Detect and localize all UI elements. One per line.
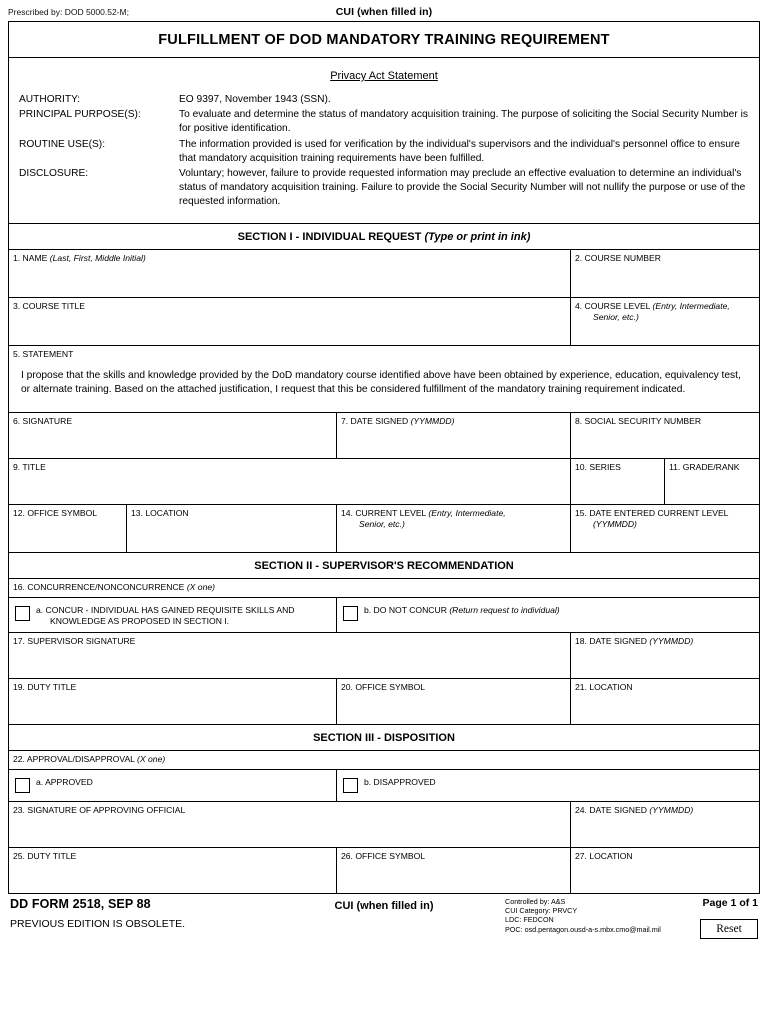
field-6-signature[interactable] [9, 413, 337, 458]
prescribed-by-text: Prescribed by: DOD 5000.52-M; [8, 7, 129, 17]
privacy-label-principal-purpose: PRINCIPAL PURPOSE(S): [19, 109, 141, 121]
field-8-ssn[interactable] [571, 413, 758, 458]
field-11-grade-rank[interactable] [665, 459, 758, 504]
field-26-office-symbol[interactable] [337, 848, 571, 893]
field-15-caption: 15. DATE ENTERED CURRENT LEVEL (YYMMDD) [575, 507, 729, 529]
field-16b-label: b. DO NOT CONCUR (Return request to individual) [364, 604, 560, 615]
row-course-title-level [9, 298, 759, 346]
field-14-current-level[interactable] [337, 505, 571, 552]
privacy-row-routine-use [19, 138, 749, 166]
row-concurrence-checkboxes [9, 598, 759, 633]
privacy-text-routine-use: The information provided is used for verification by the individual's supervisors and the individual's personnel office to ensure that mandatory acquisition training requirements have been fulfilled. [179, 138, 740, 164]
section-2-heading-text: SECTION II - SUPERVISOR'S RECOMMENDATION [254, 559, 514, 572]
field-21-location[interactable] [571, 679, 758, 724]
field-20-caption: 20. OFFICE SYMBOL [341, 681, 426, 692]
section-1-heading-italic: (Type or print in ink) [424, 230, 531, 243]
cui-header-banner: CUI (when filled in) [335, 6, 433, 18]
field-8-caption: 8. SOCIAL SECURITY NUMBER [575, 415, 702, 426]
top-banner [8, 0, 760, 21]
privacy-row-authority [19, 93, 749, 107]
field-13-location[interactable] [127, 505, 337, 552]
field-15-date-entered-current-level[interactable] [571, 505, 758, 552]
field-1-caption: 1. NAME (Last, First, Middle Initial) [13, 252, 146, 263]
field-25-caption: 25. DUTY TITLE [13, 850, 77, 861]
field-22b-disapproved-option[interactable] [337, 770, 758, 801]
form-footer [8, 897, 760, 953]
field-22-caption: 22. APPROVAL/DISAPPROVAL (X one) [13, 753, 166, 764]
field-12-office-symbol[interactable] [9, 505, 127, 552]
field-2-caption: 2. COURSE NUMBER [575, 252, 661, 263]
field-27-location[interactable] [571, 848, 758, 893]
checkbox-disapproved[interactable] [343, 778, 358, 793]
row-supervisor-signature-date [9, 633, 759, 679]
field-16a-concur-option[interactable] [9, 598, 337, 632]
field-16b-do-not-concur-option[interactable] [337, 598, 758, 632]
field-16a-label: a. CONCUR - INDIVIDUAL HAS GAINED REQUISITE SKILLS AND KNOWLEDGE AS PROPOSED IN SECTION I. [36, 604, 295, 627]
footer-page-number: Page 1 of 1 [702, 896, 758, 909]
row-approving-signature-date [9, 802, 759, 848]
row-duty-office-location-sec2 [9, 679, 759, 725]
field-1-name[interactable] [9, 250, 571, 297]
field-4-course-level[interactable] [571, 298, 758, 345]
field-26-caption: 26. OFFICE SYMBOL [341, 850, 426, 861]
field-9-caption: 9. TITLE [13, 461, 46, 472]
field-10-caption: 10. SERIES [575, 461, 621, 472]
field-13-caption: 13. LOCATION [131, 507, 189, 518]
field-3-course-title[interactable] [9, 298, 571, 345]
privacy-text-principal-purpose: To evaluate and determine the status of mandatory acquisition training. The purpose of soliciting the Social Security Number is for positive identification. [179, 109, 748, 135]
row-concurrence-caption [9, 579, 759, 598]
footer-form-id: DD FORM 2518, SEP 88 [10, 896, 151, 911]
checkbox-concur[interactable] [15, 606, 30, 621]
field-21-caption: 21. LOCATION [575, 681, 633, 692]
privacy-act-statement [9, 58, 759, 224]
privacy-act-title: Privacy Act Statement [330, 70, 438, 82]
section-3-heading [9, 725, 759, 751]
field-20-office-symbol[interactable] [337, 679, 571, 724]
field-7-caption: 7. DATE SIGNED (YYMMDD) [341, 415, 455, 426]
field-22a-approved-option[interactable] [9, 770, 337, 801]
field-7-date-signed[interactable] [337, 413, 571, 458]
row-name-course-number [9, 250, 759, 298]
field-19-duty-title[interactable] [9, 679, 337, 724]
cui-category-line: CUI Category: PRVCY [505, 906, 578, 916]
row-office-location-level-date [9, 505, 759, 553]
row-approval-caption [9, 751, 759, 770]
field-22b-label: b. DISAPPROVED [364, 776, 436, 787]
field-9-title[interactable] [9, 459, 571, 504]
checkbox-approved[interactable] [15, 778, 30, 793]
privacy-text-disclosure: Voluntary; however, failure to provide requested information may preclude an effective evaluation to determine an individual's status of mandatory acquisition training. Failure to provide the Social Security Number will not nullify the purpose or use of the requested information. [179, 168, 746, 208]
privacy-row-disclosure [19, 167, 749, 210]
reset-button[interactable]: Reset [700, 919, 758, 939]
footer-previous-edition: PREVIOUS EDITION IS OBSOLETE. [10, 917, 186, 930]
row-approval-checkboxes [9, 770, 759, 802]
field-18-caption: 18. DATE SIGNED (YYMMDD) [575, 635, 694, 646]
ldc-line: LDC: FEDCON [505, 915, 554, 925]
field-23-signature-approving-official[interactable] [9, 802, 571, 847]
field-17-caption: 17. SUPERVISOR SIGNATURE [13, 635, 136, 646]
privacy-label-routine-use: ROUTINE USE(S): [19, 138, 106, 150]
section-3-heading-text: SECTION III - DISPOSITION [313, 731, 455, 744]
privacy-text-authority: EO 9397, November 1943 (SSN). [179, 94, 331, 105]
section-2-heading [9, 553, 759, 579]
controlled-by-line: Controlled by: A&S [505, 896, 566, 906]
field-5-statement[interactable] [9, 346, 758, 412]
row-duty-office-location-sec3 [9, 848, 759, 893]
row-statement [9, 346, 759, 413]
field-5-statement-body: I propose that the skills and knowledge provided by the DoD mandatory course identified above have been obtained by experience, education, equivalency test, or alternate training. Based on the attached justification, I request that this be considered fulfillment of the mandatory training requirement indicated. [21, 369, 741, 396]
field-17-supervisor-signature[interactable] [9, 633, 571, 678]
cui-control-block [505, 897, 661, 935]
field-23-caption: 23. SIGNATURE OF APPROVING OFFICIAL [13, 804, 186, 815]
field-3-caption: 3. COURSE TITLE [13, 300, 85, 311]
field-27-caption: 27. LOCATION [575, 850, 633, 861]
field-14-caption: 14. CURRENT LEVEL (Entry, Intermediate, Senior, etc.) [341, 507, 506, 529]
field-22a-label: a. APPROVED [36, 776, 93, 787]
privacy-row-principal-purpose [19, 108, 749, 136]
privacy-label-authority: AUTHORITY: [19, 94, 81, 105]
field-24-date-signed[interactable] [571, 802, 758, 847]
poc-line: POC: osd.pentagon.ousd-a-s.mbx.cmo@mail.mil [505, 924, 661, 934]
field-5-caption: 5. STATEMENT [13, 348, 74, 359]
field-22-approval-label [9, 751, 758, 769]
field-18-date-signed[interactable] [571, 633, 758, 678]
field-16-caption: 16. CONCURRENCE/NONCONCURRENCE (X one) [13, 581, 215, 592]
section-1-heading-text: SECTION I - INDIVIDUAL REQUEST [237, 230, 422, 243]
row-signature-date-ssn [9, 413, 759, 459]
form-body [8, 21, 760, 894]
field-24-caption: 24. DATE SIGNED (YYMMDD) [575, 804, 694, 815]
field-25-duty-title[interactable] [9, 848, 337, 893]
field-11-caption: 11. GRADE/RANK [669, 461, 740, 472]
field-10-series[interactable] [571, 459, 665, 504]
section-1-heading [9, 224, 759, 250]
row-title-series-grade [9, 459, 759, 505]
form-title: FULFILLMENT OF DOD MANDATORY TRAINING REQUIREMENT [9, 22, 759, 58]
field-19-caption: 19. DUTY TITLE [13, 681, 77, 692]
field-2-course-number[interactable] [571, 250, 758, 297]
field-16-concurrence-label [9, 579, 758, 597]
field-6-caption: 6. SIGNATURE [13, 415, 73, 426]
cui-footer-banner: CUI (when filled in) [334, 899, 434, 912]
privacy-label-disclosure: DISCLOSURE: [19, 168, 89, 180]
field-12-caption: 12. OFFICE SYMBOL [13, 507, 98, 518]
field-4-caption: 4. COURSE LEVEL (Entry, Intermediate, Senior, etc.) [575, 300, 730, 322]
checkbox-do-not-concur[interactable] [343, 606, 358, 621]
